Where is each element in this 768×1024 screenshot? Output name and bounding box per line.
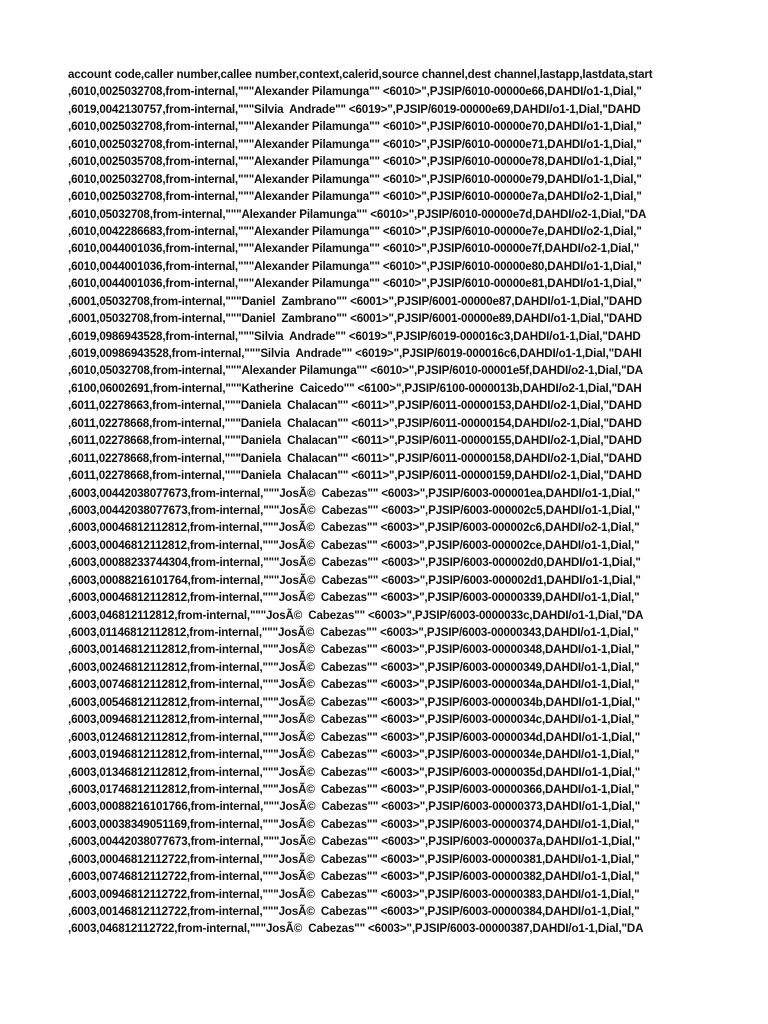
csv-row: ,6010,0025032708,from-internal,"""Alexander Pilamunga"" <6010>",PJSIP/6010-00000e71,DAHDI/o1-1,Dial," — [68, 137, 642, 151]
csv-row: ,6010,0044001036,from-internal,"""Alexander Pilamunga"" <6010>",PJSIP/6010-00000e80,DAHDI/o1-1,Dial," — [68, 259, 642, 273]
csv-row: ,6003,00046812112812,from-internal,"""JosÃ© Cabezas"" <6003>",PJSIP/6003-000002ce,DAHDI/o1-1,Dial," — [68, 538, 640, 552]
csv-row: ,6011,02278663,from-internal,"""Daniela Chalacan"" <6011>",PJSIP/6011-00000153,DAHDI/o2-1,Dial,"DAHD — [68, 399, 642, 413]
csv-row: ,6010,0025032708,from-internal,"""Alexander Pilamunga"" <6010>",PJSIP/6010-00000e7a,DAHDI/o2-1,Dial," — [68, 190, 642, 204]
csv-row: ,6003,00946812112722,from-internal,"""JosÃ© Cabezas"" <6003>",PJSIP/6003-00000383,DAHDI/o1-1,Dial," — [68, 887, 640, 901]
csv-row: ,6003,00088216101764,from-internal,"""JosÃ© Cabezas"" <6003>",PJSIP/6003-000002d1,DAHDI/o1-1,Dial," — [68, 573, 641, 587]
csv-row: ,6003,00746812112812,from-internal,"""JosÃ© Cabezas"" <6003>",PJSIP/6003-0000034a,DAHDI/o1-1,Dial," — [68, 678, 640, 692]
csv-row: ,6003,01346812112812,from-internal,"""JosÃ© Cabezas"" <6003>",PJSIP/6003-0000035d,DAHDI/o1-1,Dial," — [68, 765, 641, 779]
csv-header-line: account code,caller number,callee number,context,calerid,source channel,dest channel,lastapp,lastdata,start — [68, 68, 653, 81]
csv-row: ,6003,00246812112812,from-internal,"""JosÃ© Cabezas"" <6003>",PJSIP/6003-00000349,DAHDI/o1-1,Dial," — [68, 660, 640, 674]
csv-row: ,6010,0044001036,from-internal,"""Alexander Pilamunga"" <6010>",PJSIP/6010-00000e81,DAHDI/o1-1,Dial," — [68, 277, 642, 291]
csv-row: ,6003,00442038077673,from-internal,"""JosÃ© Cabezas"" <6003>",PJSIP/6003-000002c5,DAHDI/o1-1,Dial," — [68, 503, 641, 517]
csv-row: ,6003,00088216101766,from-internal,"""JosÃ© Cabezas"" <6003>",PJSIP/6003-00000373,DAHDI/o1-1,Dial," — [68, 800, 641, 814]
csv-row: ,6003,01746812112812,from-internal,"""JosÃ© Cabezas"" <6003>",PJSIP/6003-00000366,DAHDI/o1-1,Dial," — [68, 782, 640, 796]
csv-row: ,6010,0025032708,from-internal,"""Alexander Pilamunga"" <6010>",PJSIP/6010-00000e66,DAHDI/o1-1,Dial," — [68, 85, 642, 99]
csv-row: ,6011,02278668,from-internal,"""Daniela Chalacan"" <6011>",PJSIP/6011-00000155,DAHDI/o2-1,Dial,"DAHD — [68, 434, 642, 448]
csv-row: ,6003,00046812112722,from-internal,"""JosÃ© Cabezas"" <6003>",PJSIP/6003-00000381,DAHDI/o1-1,Dial," — [68, 852, 640, 866]
csv-row: ,6019,00986943528,from-internal,"""Silvia Andrade"" <6019>",PJSIP/6019-000016c6,DAHDI/o1-1,Dial,"DAHI — [68, 347, 642, 360]
csv-row: ,6003,01246812112812,from-internal,"""JosÃ© Cabezas"" <6003>",PJSIP/6003-0000034d,DAHDI/o1-1,Dial," — [68, 730, 641, 744]
csv-row: ,6019,0042130757,from-internal,"""Silvia Andrade"" <6019>",PJSIP/6019-00000e69,DAHDI/o1-1,Dial,"DAHD — [68, 102, 641, 116]
csv-row: ,6011,02278668,from-internal,"""Daniela Chalacan"" <6011>",PJSIP/6011-00000159,DAHDI/o2-1,Dial,"DAHD — [68, 469, 642, 483]
csv-rows — [68, 83, 700, 937]
csv-row: ,6010,05032708,from-internal,"""Alexander Pilamunga"" <6010>",PJSIP/6010-00001e5f,DAHDI/o2-1,Dial,"DA — [68, 364, 643, 378]
csv-row: ,6003,01946812112812,from-internal,"""JosÃ© Cabezas"" <6003>",PJSIP/6003-0000034e,DAHDI/o1-1,Dial," — [68, 748, 640, 762]
csv-row: ,6010,0025032708,from-internal,"""Alexander Pilamunga"" <6010>",PJSIP/6010-00000e70,DAHDI/o1-1,Dial," — [68, 120, 642, 134]
csv-row: ,6003,00146812112722,from-internal,"""JosÃ© Cabezas"" <6003>",PJSIP/6003-00000384,DAHDI/o1-1,Dial," — [68, 905, 640, 918]
csv-row: ,6001,05032708,from-internal,"""Daniel Zambrano"" <6001>",PJSIP/6001-00000e87,DAHDI/o1-1,Dial,"DAHD — [68, 294, 642, 308]
csv-row: ,6003,00038349051169,from-internal,"""JosÃ© Cabezas"" <6003>",PJSIP/6003-00000374,DAHDI/o1-1,Dial," — [68, 817, 640, 831]
csv-row: ,6003,00442038077673,from-internal,"""JosÃ© Cabezas"" <6003>",PJSIP/6003-0000037a,DAHDI/o1-1,Dial," — [68, 835, 641, 849]
csv-row: ,6003,01146812112812,from-internal,"""JosÃ© Cabezas"" <6003>",PJSIP/6003-00000343,DAHDI/o1-1,Dial," — [68, 626, 639, 639]
csv-row: ,6010,0025032708,from-internal,"""Alexander Pilamunga"" <6010>",PJSIP/6010-00000e79,DAHDI/o1-1,Dial," — [68, 172, 642, 186]
csv-row: ,6001,05032708,from-internal,"""Daniel Zambrano"" <6001>",PJSIP/6001-00000e89,DAHDI/o1-1,Dial,"DAHD — [68, 312, 642, 326]
csv-row: ,6011,02278668,from-internal,"""Daniela Chalacan"" <6011>",PJSIP/6011-00000154,DAHDI/o2-1,Dial,"DAHD — [68, 416, 642, 430]
csv-text-block — [68, 66, 700, 938]
csv-row: ,6003,046812112722,from-internal,"""JosÃ© Cabezas"" <6003>",PJSIP/6003-00000387,DAHDI/o1-1,Dial,"DA — [68, 922, 644, 936]
csv-row: ,6010,05032708,from-internal,"""Alexander Pilamunga"" <6010>",PJSIP/6010-00000e7d,DAHDI/o2-1,Dial,"DA — [68, 207, 647, 221]
csv-row: ,6011,02278668,from-internal,"""Daniela Chalacan"" <6011>",PJSIP/6011-00000158,DAHDI/o2-1,Dial,"DAHD — [68, 451, 642, 465]
csv-row: ,6003,00946812112812,from-internal,"""JosÃ© Cabezas"" <6003>",PJSIP/6003-0000034c,DAHDI/o1-1,Dial," — [68, 713, 640, 727]
csv-row: ,6019,0986943528,from-internal,"""Silvia Andrade"" <6019>",PJSIP/6019-000016c3,DAHDI/o1-1,Dial,"DAHD — [68, 329, 641, 343]
csv-row: ,6003,00046812112812,from-internal,"""JosÃ© Cabezas"" <6003>",PJSIP/6003-00000339,DAHDI/o1-1,Dial," — [68, 591, 640, 605]
csv-row: ,6003,00146812112812,from-internal,"""JosÃ© Cabezas"" <6003>",PJSIP/6003-00000348,DAHDI/o1-1,Dial," — [68, 643, 640, 657]
csv-row: ,6003,00088233744304,from-internal,"""JosÃ© Cabezas"" <6003>",PJSIP/6003-000002d0,DAHDI/o1-1,Dial," — [68, 556, 641, 570]
csv-row: ,6003,00046812112812,from-internal,"""JosÃ© Cabezas"" <6003>",PJSIP/6003-000002c6,DAHDI/o2-1,Dial," — [68, 521, 640, 535]
csv-row: ,6003,00442038077673,from-internal,"""JosÃ© Cabezas"" <6003>",PJSIP/6003-000001ea,DAHDI/o1-1,Dial," — [68, 486, 641, 500]
csv-row: ,6010,0025035708,from-internal,"""Alexander Pilamunga"" <6010>",PJSIP/6010-00000e78,DAHDI/o1-1,Dial," — [68, 155, 642, 169]
csv-row: ,6003,00746812112722,from-internal,"""JosÃ© Cabezas"" <6003>",PJSIP/6003-00000382,DAHDI/o1-1,Dial," — [68, 870, 640, 884]
csv-row: ,6010,0044001036,from-internal,"""Alexander Pilamunga"" <6010>",PJSIP/6010-00000e7f,DAHDI/o2-1,Dial," — [68, 242, 640, 256]
csv-row: ,6100,06002691,from-internal,"""Katherine Caicedo"" <6100>",PJSIP/6100-0000013b,DAHDI/o2-1,Dial,"DAH — [68, 381, 642, 395]
csv-row: ,6003,00546812112812,from-internal,"""JosÃ© Cabezas"" <6003>",PJSIP/6003-0000034b,DAHDI/o1-1,Dial," — [68, 695, 641, 709]
csv-row: ,6003,046812112812,from-internal,"""JosÃ© Cabezas"" <6003>",PJSIP/6003-0000033c,DAHDI/o1-1,Dial,"DA — [68, 608, 644, 622]
csv-row: ,6010,0042286683,from-internal,"""Alexander Pilamunga"" <6010>",PJSIP/6010-00000e7e,DAHDI/o2-1,Dial," — [68, 224, 642, 238]
